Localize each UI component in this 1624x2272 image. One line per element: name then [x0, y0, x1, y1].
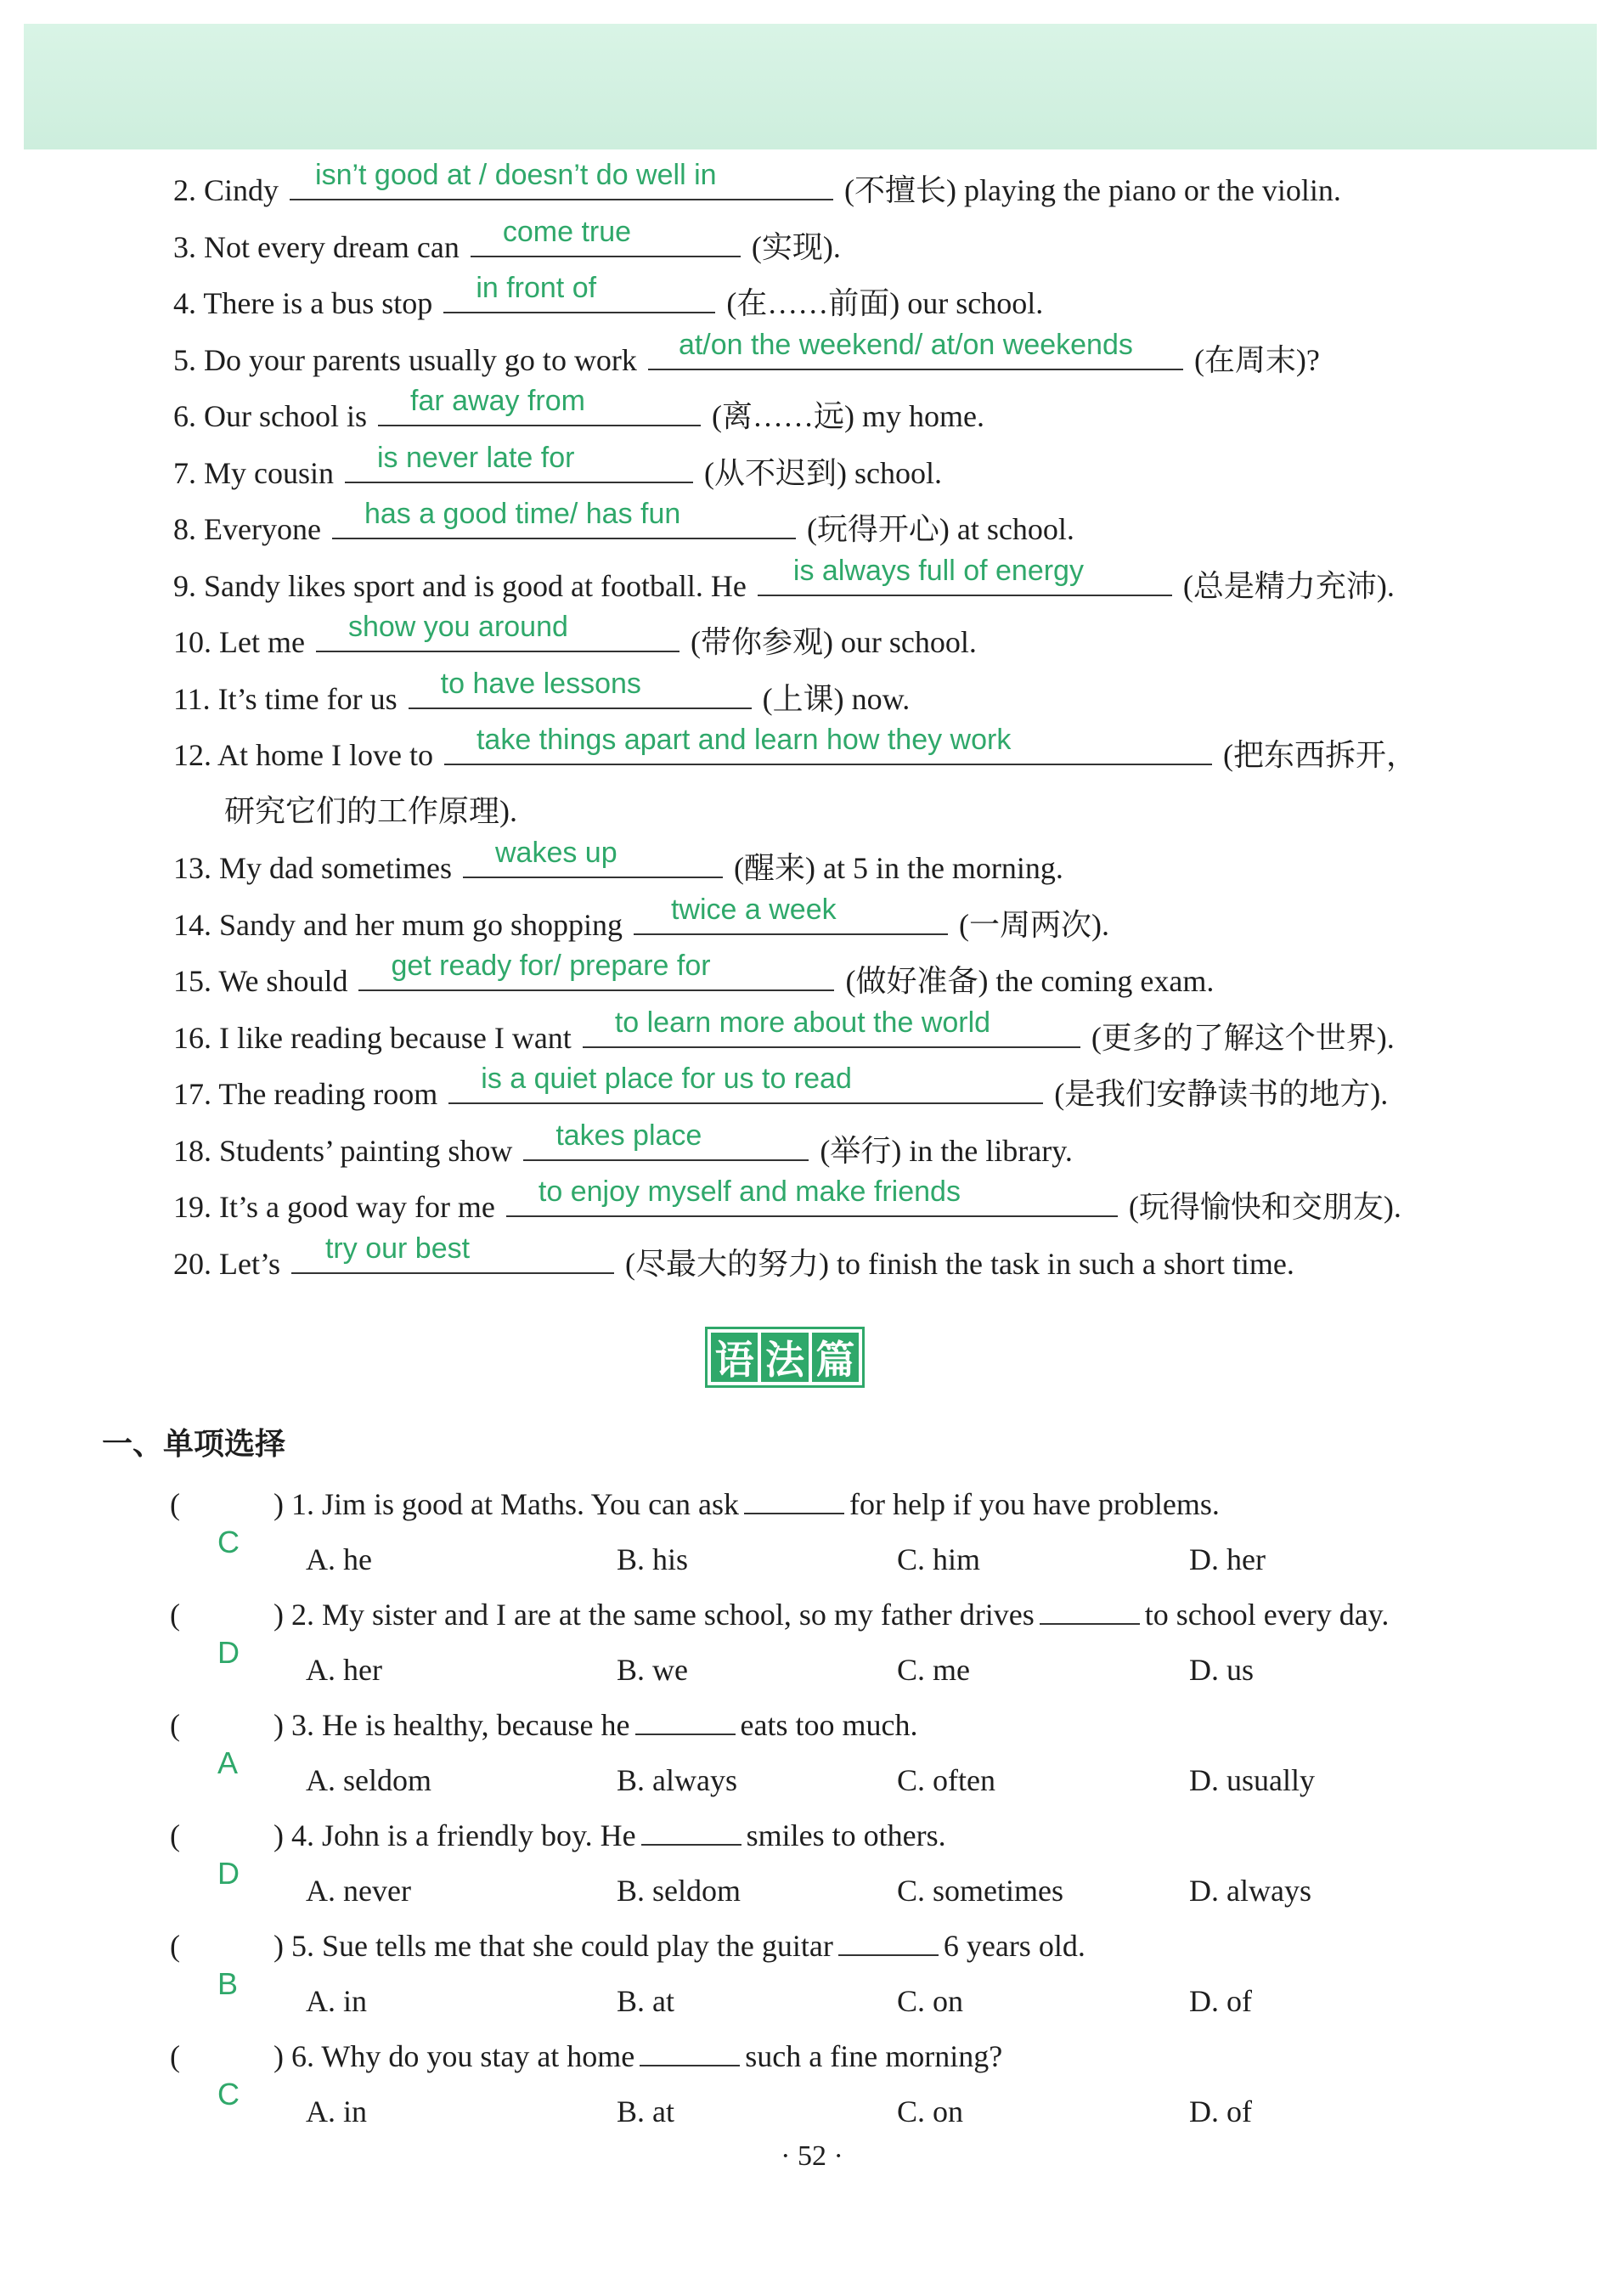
question-number: 1.	[291, 1487, 314, 1521]
item-text: It’s a good way for me	[219, 1190, 495, 1224]
fill-item	[173, 328, 1498, 388]
item-number: 20.	[173, 1246, 211, 1281]
fill-item	[173, 554, 1498, 614]
item-text: My cousin	[204, 455, 334, 490]
item-number: 18.	[173, 1133, 211, 1168]
item-number: 14.	[173, 907, 211, 942]
item-number: 10.	[173, 625, 211, 659]
fill-item	[173, 1065, 1498, 1122]
item-text: (更多的了解这个世界).	[1091, 1020, 1395, 1055]
fill-item	[173, 1175, 1498, 1235]
item-text: (从不迟到) school.	[704, 455, 942, 490]
item-text: (尽最大的努力) to finish the task in such a short time.	[624, 1246, 1294, 1281]
fill-item	[173, 952, 1498, 1009]
answer-text: to learn more about the world	[614, 1006, 991, 1039]
option-a[interactable]: A. in	[306, 2094, 367, 2128]
answer-blank[interactable]	[463, 839, 723, 878]
answer-text: wakes up	[494, 837, 617, 869]
item-text: Sandy likes sport and is good at football. He	[204, 568, 747, 603]
item-text: There is a bus stop	[203, 286, 433, 320]
mc-question: ( C ) 1. Jim is good at Maths. You can ask for help if you have problems. A. he B. his C. him D. her	[170, 1476, 1495, 1587]
answer-text: at/on the weekend/ at/on weekends	[678, 328, 1133, 361]
item-text: (玩得愉快和交朋友).	[1128, 1190, 1401, 1224]
fill-item	[173, 274, 1498, 331]
question-text: Why do you stay at home	[321, 2039, 635, 2073]
item-text: 研究它们的工作原理).	[224, 793, 517, 828]
badge-char: 法	[761, 1333, 808, 1382]
mc-answer: B	[217, 1966, 239, 2001]
mc-answer: D	[217, 1856, 240, 1891]
item-text: (把东西拆开，	[1222, 738, 1417, 772]
item-text: (做好准备) the coming exam.	[845, 964, 1215, 998]
fill-item	[173, 441, 1498, 501]
answer-blank[interactable]	[316, 613, 679, 652]
item-text: (举行) in the library.	[820, 1133, 1073, 1168]
item-text: (不擅长) playing the piano or the violin.	[844, 173, 1341, 207]
fill-item	[173, 839, 1498, 896]
section-title: 一、单项选择	[102, 1427, 286, 1462]
answer-blank[interactable]	[506, 1175, 1118, 1217]
item-text: (在周末)?	[1193, 342, 1320, 377]
item-text: We should	[218, 964, 348, 998]
item-text: Our school is	[204, 399, 367, 433]
answer-text: to have lessons	[440, 667, 641, 700]
item-number: 16.	[173, 1020, 211, 1055]
question-text: such a fine morning?	[745, 2039, 1003, 2073]
answer-blank[interactable]	[634, 893, 948, 935]
option-a[interactable]: A. seldom	[306, 1763, 431, 1797]
item-number: 13.	[173, 851, 211, 885]
item-text: Not every dream can	[204, 229, 460, 264]
option-b[interactable]: B. his	[617, 1542, 689, 1576]
question-text: John is a friendly boy. He	[322, 1818, 636, 1852]
item-text: (是我们安静读书的地方).	[1054, 1077, 1389, 1111]
item-text: (离……远) my home.	[712, 399, 984, 433]
fill-item	[173, 387, 1498, 444]
mc-question: ( B ) 5. Sue tells me that she could play the guitar 6 years old. A. in B. at C. on D. of	[170, 1918, 1495, 2028]
item-text: At home I love to	[217, 738, 433, 772]
item-text: Let’s	[219, 1246, 280, 1281]
item-text: Let me	[219, 625, 305, 659]
question-text: My sister and I are at the same school, so my father drives	[322, 1598, 1035, 1632]
item-number: 12.	[173, 738, 211, 772]
question-blank[interactable]	[744, 1480, 844, 1514]
option-c[interactable]: C. him	[897, 1542, 981, 1576]
item-number: 7.	[173, 455, 196, 490]
option-a[interactable]: A. never	[306, 1874, 411, 1908]
answer-text: try our best	[324, 1232, 471, 1265]
answer-text: in front of	[476, 272, 597, 304]
question-number: 3.	[291, 1708, 314, 1742]
item-number: 3.	[173, 229, 196, 264]
item-number: 15.	[173, 964, 211, 998]
page-number: · 52 ·	[781, 2140, 843, 2172]
option-c[interactable]: C. me	[897, 1653, 970, 1687]
mc-answer: D	[217, 1635, 240, 1670]
item-text: Do your parents usually go to work	[204, 342, 637, 377]
answer-blank[interactable]	[648, 328, 1183, 370]
item-number: 9.	[173, 568, 196, 603]
option-d[interactable]: D. of	[1189, 1984, 1252, 2018]
answer-blank[interactable]	[448, 1065, 1043, 1104]
item-number: 8.	[173, 512, 196, 546]
item-number: 11.	[173, 681, 211, 716]
item-text: Sandy and her mum go shopping	[219, 907, 623, 942]
answer-blank[interactable]	[345, 441, 693, 483]
question-blank[interactable]	[640, 2032, 740, 2066]
option-b[interactable]: B. at	[617, 1984, 674, 2018]
item-text: I like reading because I want	[219, 1020, 572, 1055]
question-text: eats too much.	[740, 1708, 918, 1742]
question-text: to school every day.	[1144, 1598, 1390, 1632]
item-text: (总是精力充沛).	[1182, 568, 1395, 603]
question-number: 6.	[291, 2039, 314, 2073]
answer-blank[interactable]	[583, 1006, 1080, 1048]
option-c[interactable]: C. on	[897, 1984, 964, 2018]
item-text: It’s time for us	[217, 681, 398, 716]
item-text: (醒来) at 5 in the morning.	[733, 851, 1063, 885]
answer-blank[interactable]	[409, 667, 752, 709]
question-blank[interactable]	[635, 1701, 736, 1735]
item-number: 17.	[173, 1077, 211, 1111]
item-text: (带你参观) our school.	[690, 625, 977, 659]
mc-answer: A	[217, 1745, 239, 1780]
item-text: (实现).	[751, 229, 841, 264]
item-number: 2.	[173, 173, 196, 207]
answer-blank[interactable]	[471, 215, 741, 257]
answer-text: isn’t good at / doesn’t do well in	[315, 159, 717, 191]
question-text: smiles to others.	[746, 1818, 946, 1852]
answer-text: take things apart and learn how they work	[476, 724, 1012, 756]
option-b[interactable]: B. seldom	[617, 1874, 742, 1908]
mc-question: ( D ) 4. John is a friendly boy. He smiles to others. A. never B. seldom C. sometimes D. always	[170, 1807, 1495, 1918]
answer-text: come true	[502, 215, 632, 248]
item-text: Cindy	[204, 173, 279, 207]
mc-answer: C	[217, 2077, 240, 2111]
item-text: (在……前面) our school.	[726, 286, 1044, 320]
fill-item	[173, 726, 1498, 783]
answer-text: far away from	[410, 385, 585, 417]
option-c[interactable]: C. on	[897, 2094, 964, 2128]
badge-char: 语	[711, 1333, 758, 1382]
fill-item	[173, 500, 1498, 557]
option-d[interactable]: D. her	[1189, 1542, 1266, 1576]
question-text: for help if you have problems.	[849, 1487, 1220, 1521]
answer-blank[interactable]	[523, 1119, 809, 1161]
item-text: The reading room	[218, 1077, 438, 1111]
option-b[interactable]: B. at	[617, 2094, 674, 2128]
fill-item	[173, 613, 1498, 670]
answer-blank[interactable]	[291, 1232, 614, 1274]
item-number: 5.	[173, 342, 196, 377]
item-number: 4.	[173, 286, 196, 320]
option-d[interactable]: D. usually	[1189, 1763, 1315, 1797]
question-number: 4.	[291, 1818, 314, 1852]
option-c[interactable]: C. sometimes	[897, 1874, 1063, 1908]
answer-text: to enjoy myself and make friends	[538, 1175, 961, 1208]
option-a[interactable]: A. her	[306, 1653, 382, 1687]
answer-blank[interactable]	[378, 387, 701, 426]
answer-blank[interactable]	[443, 274, 715, 313]
question-text: He is healthy, because he	[322, 1708, 630, 1742]
mc-question: ( C ) 6. Why do you stay at home such a fine morning? A. in B. at C. on D. of	[170, 2028, 1495, 2139]
question-text: Jim is good at Maths. You can ask	[322, 1487, 740, 1521]
answer-text: show you around	[347, 611, 568, 643]
fill-item-continuation	[173, 783, 1498, 840]
answer-blank[interactable]	[758, 554, 1172, 596]
fill-in-section	[173, 161, 1498, 1291]
fill-item	[173, 1119, 1498, 1179]
badge-char: 篇	[812, 1333, 859, 1382]
grammar-section-badge	[705, 1327, 865, 1388]
question-blank[interactable]	[641, 1812, 742, 1846]
item-text: My dad sometimes	[219, 851, 452, 885]
header-band	[24, 24, 1597, 149]
answer-blank[interactable]	[444, 726, 1212, 765]
item-text: (上课) now.	[762, 681, 911, 716]
question-number: 5.	[291, 1929, 314, 1963]
option-a[interactable]: A. in	[306, 1984, 367, 2018]
answer-text: get ready for/ prepare for	[391, 950, 711, 982]
question-number: 2.	[291, 1598, 314, 1632]
option-d[interactable]: D. of	[1189, 2094, 1252, 2128]
answer-blank[interactable]	[332, 500, 796, 539]
option-d[interactable]: D. always	[1189, 1874, 1311, 1908]
answer-blank[interactable]	[358, 952, 834, 991]
item-number: 19.	[173, 1190, 211, 1224]
item-text: (玩得开心) at school.	[806, 512, 1074, 546]
answer-blank[interactable]	[290, 161, 833, 200]
fill-item	[173, 1232, 1498, 1292]
answer-text: is a quiet place for us to read	[481, 1063, 852, 1095]
answer-text: has a good time/ has fun	[364, 498, 681, 530]
fill-item	[173, 1006, 1498, 1066]
fill-item	[173, 667, 1498, 727]
option-c[interactable]: C. often	[897, 1763, 995, 1797]
question-text: 6 years old.	[943, 1929, 1085, 1963]
answer-text: takes place	[555, 1119, 702, 1152]
fill-item	[173, 161, 1498, 218]
question-text: Sue tells me that she could play the guitar	[322, 1929, 833, 1963]
mc-answer: C	[217, 1525, 240, 1559]
answer-text: is never late for	[377, 441, 575, 474]
item-number: 6.	[173, 399, 196, 433]
question-blank[interactable]	[838, 1922, 939, 1956]
option-b[interactable]: B. always	[617, 1763, 737, 1797]
mc-question: ( D ) 2. My sister and I are at the same school, so my father drives to school every day. A. her B. we C. me D. us	[170, 1587, 1495, 1697]
option-d[interactable]: D. us	[1189, 1653, 1255, 1687]
fill-item	[173, 215, 1498, 275]
mc-question: ( A ) 3. He is healthy, because he eats too much. A. seldom B. always C. often D. usually	[170, 1697, 1495, 1807]
answer-text: is always full of energy	[792, 554, 1084, 587]
fill-item	[173, 893, 1498, 953]
item-text: (一周两次).	[958, 907, 1109, 942]
answer-text: twice a week	[670, 893, 837, 926]
question-blank[interactable]	[1040, 1591, 1140, 1625]
item-text: Students’ painting show	[219, 1133, 513, 1168]
option-b[interactable]: B. we	[617, 1653, 688, 1687]
option-a[interactable]: A. he	[306, 1542, 372, 1576]
item-text: Everyone	[204, 512, 321, 546]
